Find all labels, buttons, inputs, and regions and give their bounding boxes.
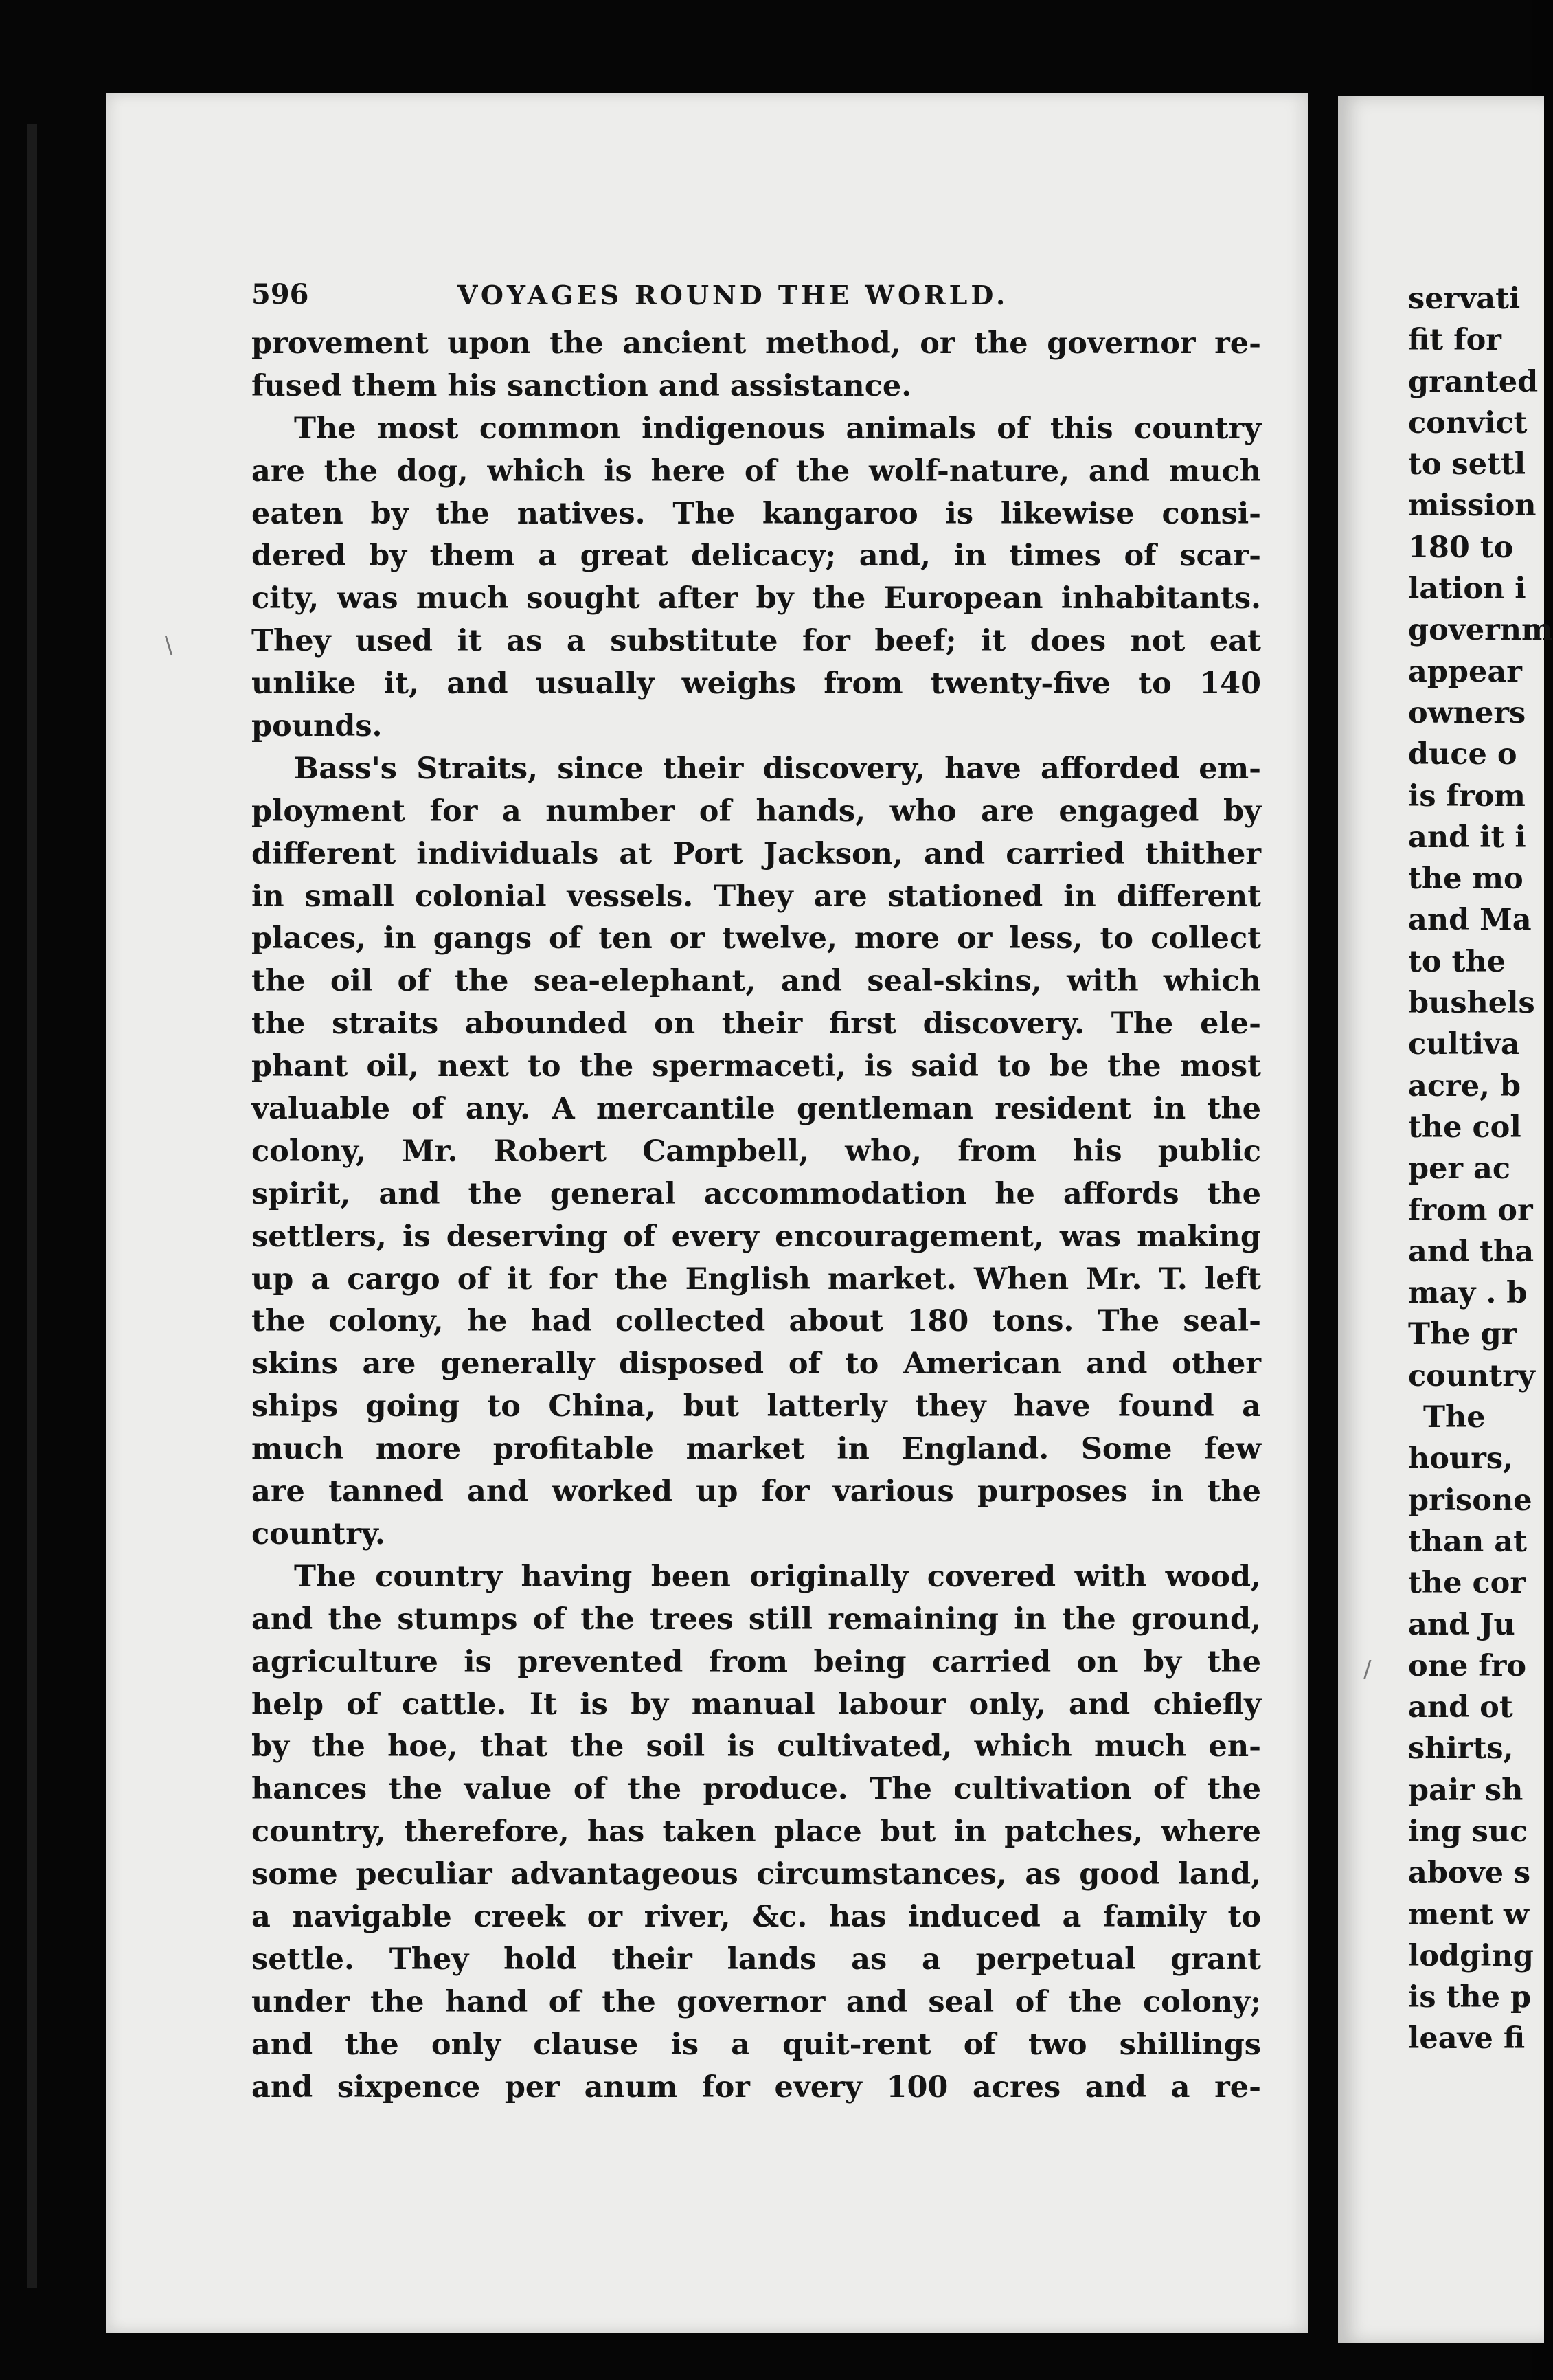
facing-line: owners (1408, 695, 1526, 730)
facing-line: lation i (1408, 572, 1526, 607)
facing-line: ment w (1408, 1897, 1529, 1932)
text-line: spirit, and the general accommodation he affords the (251, 1176, 1261, 1211)
facing-line: and ot (1408, 1690, 1513, 1725)
text-line: ployment for a number of hands, who are engaged by (251, 794, 1261, 829)
facing-line: to settl (1408, 447, 1526, 482)
facing-line: and Ma (1408, 903, 1532, 938)
text-line: phant oil, next to the spermaceti, is said to be the most (251, 1049, 1261, 1084)
text-line: much more profitable market in England. Some few (251, 1432, 1261, 1467)
text-line: fused them his sanction and assistance. (251, 368, 912, 403)
text-line: eaten by the natives. The kangaroo is likewise consi- (251, 496, 1261, 531)
text-line: and the only clause is a quit-rent of two shillings (251, 2027, 1261, 2062)
facing-line: The gr (1408, 1317, 1517, 1352)
facing-line: hours, (1408, 1441, 1514, 1477)
text-line: the oil of the sea-elephant, and seal-skins, with which (251, 964, 1261, 999)
facing-line: than at (1408, 1524, 1527, 1559)
text-line: under the hand of the governor and seal of the colony; (251, 1984, 1261, 2019)
text-line: settlers, is deserving of every encouragement, was making (251, 1219, 1261, 1254)
text-line: The country having been originally covered with wood, (294, 1559, 1261, 1594)
text-line: some peculiar advantageous circumstances, as good land, (251, 1857, 1261, 1892)
text-line: agriculture is prevented from being carried on by the (251, 1644, 1261, 1679)
facing-line: ing suc (1408, 1814, 1528, 1849)
facing-line: one fro (1408, 1648, 1527, 1683)
text-line: colony, Mr. Robert Campbell, who, from his public (251, 1134, 1261, 1169)
text-line: They used it as a substitute for beef; it does not eat (251, 624, 1261, 659)
facing-line: and it i (1408, 820, 1526, 855)
text-line: country. (251, 1516, 385, 1551)
text-line: by the hoe, that the soil is cultivated, which much en- (251, 1729, 1261, 1764)
running-header (251, 278, 1261, 319)
text-line: different individuals at Port Jackson, and carried thither (251, 836, 1261, 871)
text-line: a navigable creek or river, &c. has induced a family to (251, 1899, 1261, 1934)
facing-line: granted (1408, 364, 1539, 399)
running-title: VOYAGES ROUND THE WORLD. (457, 280, 1009, 311)
text-line: up a cargo of it for the English market. When Mr. T. left (251, 1261, 1261, 1296)
text-line: The most common indigenous animals of this country (294, 411, 1261, 446)
facing-line: country (1408, 1358, 1535, 1393)
facing-line: 180 to (1408, 530, 1514, 565)
facing-line: leave fi (1408, 2021, 1526, 2056)
facing-line: from or (1408, 1193, 1533, 1228)
facing-line: above s (1408, 1856, 1531, 1891)
margin-speck: / (1363, 1656, 1372, 1683)
facing-line: the mo (1408, 862, 1523, 897)
facing-line: convict (1408, 405, 1528, 440)
text-line: are tanned and worked up for various purposes in the (251, 1474, 1261, 1509)
facing-line: shirts, (1408, 1731, 1514, 1766)
facing-line: governm (1408, 613, 1553, 648)
facing-line: pair sh (1408, 1773, 1523, 1808)
book-edge (27, 124, 37, 2288)
facing-line: The (1423, 1400, 1486, 1435)
text-line: valuable of any. A mercantile gentleman resident in the (251, 1092, 1261, 1127)
facing-line: appear (1408, 654, 1522, 689)
body-text (251, 323, 1261, 2109)
text-line: places, in gangs of ten or twelve, more or less, to collect (251, 921, 1261, 956)
facing-line: duce o (1408, 737, 1517, 772)
facing-line: prisone (1408, 1483, 1532, 1518)
facing-line: and Ju (1408, 1607, 1515, 1642)
text-line: are the dog, which is here of the wolf-nature, and much (251, 453, 1261, 489)
text-line: the colony, he had collected about 180 tons. The seal- (251, 1304, 1261, 1339)
facing-line: may . b (1408, 1276, 1528, 1311)
text-line: and sixpence per anum for every 100 acres and a re- (251, 2069, 1261, 2104)
facing-line: bushels (1408, 986, 1535, 1021)
facing-line: is the p (1408, 1980, 1532, 2015)
facing-line: fit for (1408, 323, 1501, 358)
text-line: ships going to China, but latterly they have found a (251, 1389, 1261, 1424)
facing-line: the cor (1408, 1566, 1526, 1601)
facing-line: cultiva (1408, 1027, 1520, 1062)
text-line: unlike it, and usually weighs from twenty-five to 140 (251, 666, 1261, 701)
facing-page-text (1408, 278, 1553, 2060)
text-line: settle. They hold their lands as a perpetual grant (251, 1942, 1261, 1977)
facing-line: the col (1408, 1110, 1521, 1145)
facing-line: lodging (1408, 1938, 1534, 1973)
facing-line: servati (1408, 282, 1521, 316)
text-line: dered by them a great delicacy; and, in times of scar- (251, 539, 1261, 574)
margin-speck: \ (165, 632, 173, 660)
text-line: provement upon the ancient method, or the governor re- (251, 326, 1261, 361)
page-number: 596 (251, 278, 309, 311)
text-line: skins are generally disposed of to American and other (251, 1347, 1261, 1382)
text-line: in small colonial vessels. They are stationed in different (251, 879, 1261, 914)
text-line: help of cattle. It is by manual labour only, and chiefly (251, 1687, 1261, 1722)
text-line: Bass's Straits, since their discovery, have afforded em- (294, 751, 1261, 786)
facing-line: and tha (1408, 1234, 1534, 1269)
facing-line: mission (1408, 489, 1537, 524)
facing-line: is from (1408, 778, 1526, 813)
facing-line: per ac (1408, 1152, 1511, 1187)
text-line: and the stumps of the trees still remaining in the ground, (251, 1602, 1261, 1637)
text-line: country, therefore, has taken place but in patches, where (251, 1815, 1261, 1850)
text-line: pounds. (251, 709, 383, 744)
facing-line: acre, b (1408, 1068, 1521, 1103)
facing-line: to the (1408, 944, 1506, 979)
text-line: city, was much sought after by the European inhabitants. (251, 581, 1261, 616)
text-line: the straits abounded on their first discovery. The ele- (251, 1007, 1261, 1042)
text-line: hances the value of the produce. The cultivation of the (251, 1772, 1261, 1807)
